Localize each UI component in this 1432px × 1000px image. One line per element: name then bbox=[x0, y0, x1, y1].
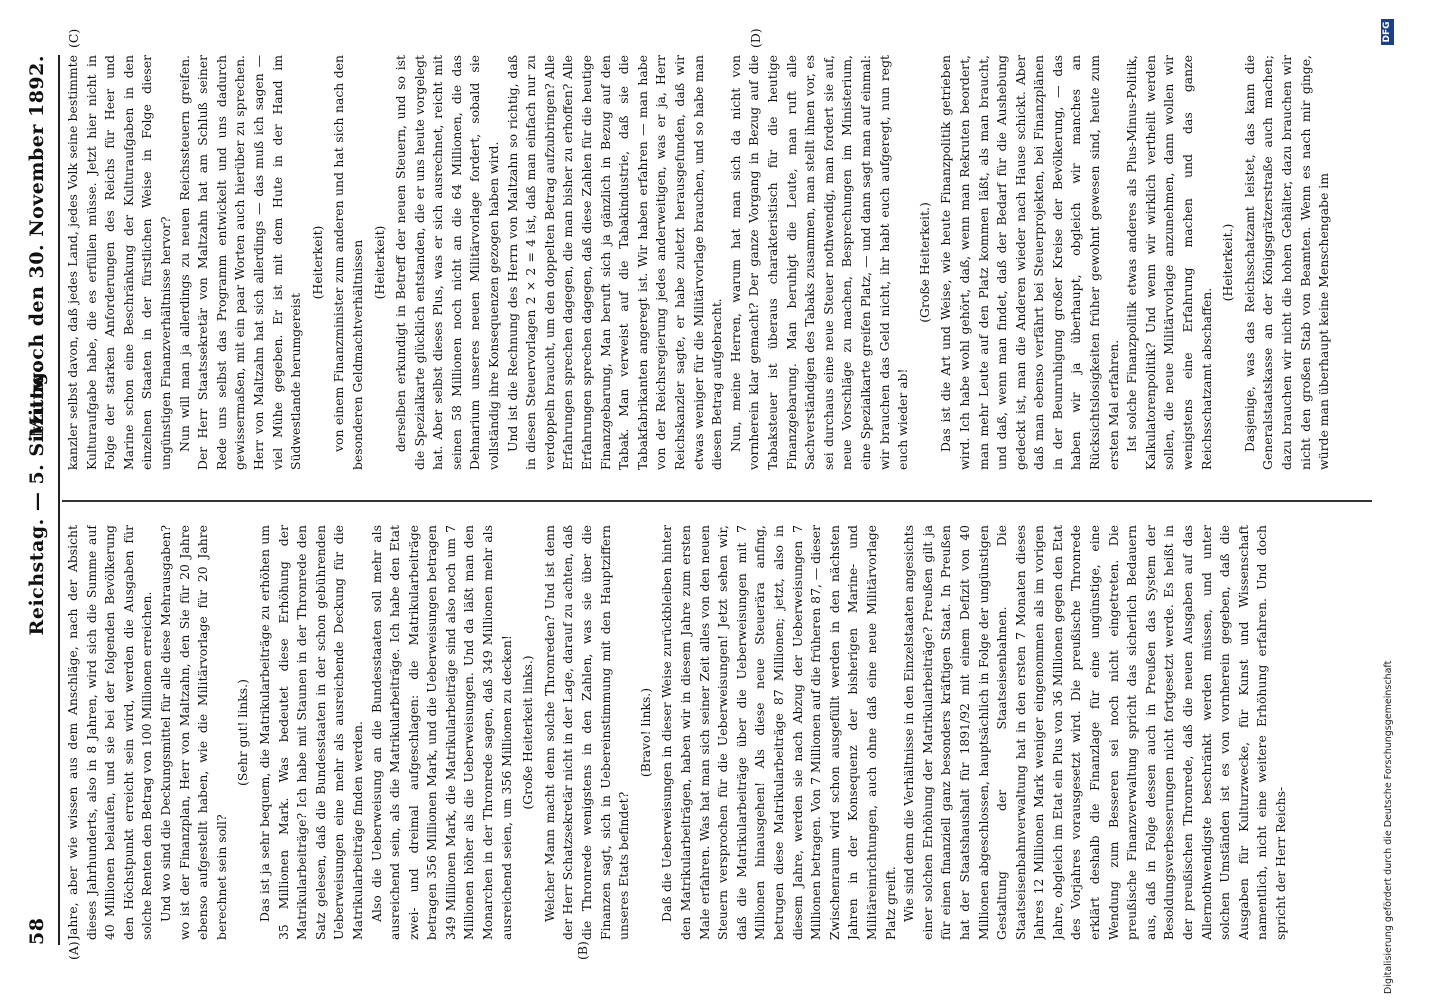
page-footer bbox=[1382, 0, 1395, 1000]
paragraph: Dasjenige, was das Reichsschatzamt leistet, das kann die Generalstaatskasse an der Königsgrätzerstraße auch machen; dazu brauchen wir nicht die hohen Gehälter, dazu brauchen wir nicht den großen Stab von Beamten. Wenn es nach mir ginge, würde man überhaupt keine Menschengabe im bbox=[1241, 55, 1332, 470]
digitization-credit: Digitalisierung gefördert durch die Deutsche Forschungsgemeinschaft bbox=[1383, 660, 1394, 994]
interjection: (Sehr gut! links.) bbox=[235, 679, 251, 786]
header-rule bbox=[58, 55, 60, 945]
interjection: (Große Heiterkeit links.) bbox=[520, 655, 536, 810]
paragraph: Und ist die Rechnung des Herrn von Maltzahn so richtig, daß in diesen Steuervorlagen 2 × 2 = 4 ist, daß man einfach nur zu verdoppeln braucht, um den doppelten Betrag aufzubringen? Alle Erfahrungen sprechen dagegen, die man bisher zu erhoffen? Alle Erfahrungen sprechen dagegen, daß diese Zahlen für die heutige Finanzgebarung, Man beruft sich ja gänzlich in Bezug auf den Tabak. Man verweist auf die Tabakindustrie, daß sie die Tabakfabrikanten angeregt ist. Wir haben erfahren — man habe von der Reichsregierung jedes anderweitigen, was er ja, Herr Reichskanzler sagte, er habe zuletzt herausgefunden, daß wir etwas weniger für die Militärvorlage brauchen, und so habe man diesen Betrag aufgebracht. bbox=[504, 55, 725, 470]
paragraph: Nun, meine Herren, warum hat man sich da nicht von vornherein klar gemacht? Der ganze Vorgang in Bezug auf die Tabaksteuer ist überaus charakteristisch für die heutige Finanzgebarung. Man beruhigt die Leute, man ruft alle Sachverständigen des Tabaks zusammen, man stellt ihnen vor, es sei durchaus eine neue Steuer nothwendig, man fordert sie auf, neue Vorschläge zu machen, Besprechungen im Ministerium, eine Spezialkarte greifen Platz, — und dann sagt man auf einmal: wir brauchen das Geld nicht, ihr habt euch aufgeregt, nun regt euch wieder ab! bbox=[727, 55, 911, 470]
paragraph: von einem Finanzminister zum anderen und hat sich nach den besonderen Geldmachtverhältnissen bbox=[331, 55, 365, 470]
dfg-logo: DFG bbox=[1381, 19, 1394, 45]
text-column-left bbox=[64, 525, 1364, 940]
interjection: (Heiterkeit.) bbox=[1220, 223, 1236, 302]
column-divider bbox=[62, 501, 1372, 503]
page-number: 58 bbox=[26, 917, 48, 945]
paragraph: Und wo sind die Deckungsmittel für alle diese Mehrausgaben? wo ist der Finanzplan, Herr von Maltzahn, den Sie für 20 Jahre ebenso aufgestellt haben, wie die Militärvorlage für 20 Jahre berechnet sein soll? bbox=[157, 525, 229, 940]
paragraph: Ist solche Finanzpolitik etwas anderes als Plus-Minus-Politik, Kalkulatorenpolitik? Und wenn wir wirklich vertheilt werden sollen, die neue Militärvorlage anzunehmen, dann wollen wir wenigstens eine Erfahrung machen und das ganze Reichsschatzamt abschaffen. bbox=[1124, 55, 1214, 470]
margin-letter-b: (B) bbox=[575, 941, 590, 960]
paragraph: Daß die Ueberweisungen in dieser Weise zurückbleiben hinter den Matrikularbeiträgen, haben wir in diesem Jahre zum ersten Male erfahren. Was hat man sich seiner Zeit alles von den neuen Steuern versprochen für die Ueberweisungen! Jetzt sehen wir, daß die Matrikularbeiträge über die Ueberweisungen mit 7 Millionen hinausgehen! Als diese neue Steuerära anfing, betrugen diese Matrikularbeiträge 87 Millionen; jetzt, also in diesem Jahre, werden sie nach Abzug der Ueberweisungen 7 Millionen betragen. Von 7 Millionen auf die früheren 87, — dieser Zwischenraum wird schon ausgefüllt werden in den nächsten Jahren in der Konsequenz der bisherigen Marine- und Militäreinrichtungen, auch ohne daß eine neue Militärvorlage Platz greift. bbox=[659, 525, 898, 940]
paragraph: derselben erkundigt in Betreff der neuen Steuern, und so ist die Spezialkarte glücklich entstanden, die er uns heute vorgelegt hat. Aber selbst dieses Plus, was er sich ausrechnet, reicht mit seinen 58 Millionen noch nicht an die 64 Millionen, die das Dehnarium unseres neuen Militärvorlage fordert, sobald sie vollständig ihre Konsequenzen gezogen haben wird. bbox=[393, 55, 502, 470]
margin-letter-a: (A) bbox=[66, 941, 81, 960]
page-title: Reichstag. — 5. Sitzung. bbox=[26, 364, 48, 636]
paragraph: Das ist die Art und Weise, wie heute Finanzpolitik getrieben wird. Ich habe wohl gehört, daß, wenn man Rekruten beordert, man mehr Leute auf den Platz kommen läßt, als man braucht, und daß, wenn man findet, daß der Bedarf für die Aushebung gedeckt ist, man die Anderen wieder nach Hause schickt. Aber daß man ebenso verfährt bei Steuerprojekten, bei Finanzplänen in der Beunruhigung großer Kreise der Bevölkerung, — das haben wir ja überhaupt, obgleich wir manches an Rücksichtslosigkeiten früher gewohnt gewesen sind, heute zum ersten Mal erfahren. bbox=[938, 55, 1121, 470]
interjection: (Große Heiterkeit.) bbox=[916, 202, 932, 323]
paragraph: Nun will man ja allerdings zu neuen Reichssteuern greifen. Der Herr Staatssekretär von Maltzahn hat am Schluß seiner Rede uns selbst das Programm entwickelt und uns dadurch gewissermaßen, mit ein paar Worten auch hierüber zu sprechen. Herr von Maltzahn hat sich allerdings — das muß ich sagen — viel Mühe gegeben. Er ist mit dem Hute in der Hand im Südwestlande herumgereist bbox=[176, 55, 304, 470]
paragraph: Welcher Mann macht denn solche Thronreden? Und ist denn der Herr Schatzsekretär nicht in der Lage, darauf zu achten, daß die Thronrede wenigstens in den Zahlen, was sie über die Finanzen sagt, sich in Uebereinstimmung mit den Hauptziffern unseres Etats befindet? bbox=[541, 525, 632, 940]
page-header bbox=[18, 55, 58, 945]
paragraph: kanzler selbst davon, daß jedes Land, jedes Volk seine bestimmte Kulturaufgabe habe, die es erfüllen müsse. Jetzt hier nicht in Folge der starken Anforderungen des Reichs für Heer und Marine schon eine Beschränkung der Kulturaufgaben in den einzelnen Staaten in der fürstlichen Weise in Folge dieser ungünstigen Finanzverhältnisse hervor? bbox=[65, 55, 173, 470]
paragraph: Jahre, aber wie wissen aus dem Anschläge, nach der Absicht dieses Jahrhunderts, also in 8 Jahren, wird sich die Summe auf 40 Millionen belaufen, und sie bei der folgenden Bevölkerung den Höchstpunkt erreicht sein wird, werden die Ausgaben für solche Renten den Betrag von 100 Millionen erreichen. bbox=[65, 525, 155, 940]
interjection: (Heiterkeit) bbox=[371, 225, 387, 300]
paragraph: Das ist ja sehr bequem, die Matrikularbeiträge zu erhöhen um 35 Millionen Mark. Was bedeutet diese Erhöhung der Matrikularbeiträge? Ich habe mit Staunen in der Thronrede den Satz gelesen, daß die Bundesstaaten in der schon gebührenden Ueberweisungen eine mehr als ausreichende Deckung für die Matrikularbeiträge finden werden. bbox=[256, 525, 365, 940]
margin-letter-c: (C) bbox=[66, 28, 81, 48]
session-date: Mittwoch den 30. November 1892. bbox=[26, 55, 48, 438]
interjection: (Bravo! links.) bbox=[637, 687, 653, 778]
interjection: (Heiterkeit) bbox=[309, 225, 325, 300]
paragraph: Wie sind denn die Verhältnisse in den Einzelstaaten angesichts einer solchen Erhöhung der Matrikularbeiträge? Preußen gilt ja für einen finanziell ganz besonders kräftigen Staat. In Preußen hat der Staatshaushalt für 1891/92 mit einem Defizit von 40 Millionen abgeschlossen, hauptsächlich in Folge der ungünstigen Gestaltung der Staatseisenbahnen. Die Staatseisenbahnverwaltung hat in den ersten 7 Monaten dieses Jahres 12 Millionen Mark weniger eingenommen als im vorigen Jahre, obgleich im Etat ein Plus von 36 Millionen gegen den Etat des Vorjahres vorausgesetzt wird. Die preußische Thronrede erklärt deshalb die Finanzlage für eine ungünstige, eine Wendung zum Besseren sei noch nicht eingetreten. Die preußische Finanzverwaltung spricht das sicherlich Bedauern aus, daß in Folge dessen auch in Preußen das System der Besoldungsverbesserungen nicht fortgesetzt werde. Es heißt in der preußischen Thronrede, daß die neuen Ausgaben auf das Allernothwendigste beschränkt werden müssen, und unter solchen Umständen ist es von vornherein gegeben, daß die Ausgaben für Kulturzwecke, für Kunst und Wissenschaft namentlich, nicht eine weitere Erhöhung erfahren. Und doch spricht der Herr Reichs- bbox=[901, 525, 1288, 940]
text-column-right bbox=[64, 55, 1364, 470]
margin-letter-d: (D) bbox=[748, 28, 763, 48]
paragraph: Also die Ueberweisung an die Bundesstaaten soll mehr als ausreichend sein, als die Matrikularbeiträge. Ich habe den Etat zwei- und dreimal aufgeschlagen: die Matrikularbeiträge betragen 356 Millionen Mark, und die Ueberweisungen betragen 349 Millionen Mark, die Matrikularbeiträge sind also noch um 7 Millionen höher als die Ueberweisungen. Und da läßt man den Monarchen in der Thronrede sagen, daß 349 Millionen mehr als ausreichend seien, um 356 Millionen zu decken! bbox=[368, 525, 514, 940]
